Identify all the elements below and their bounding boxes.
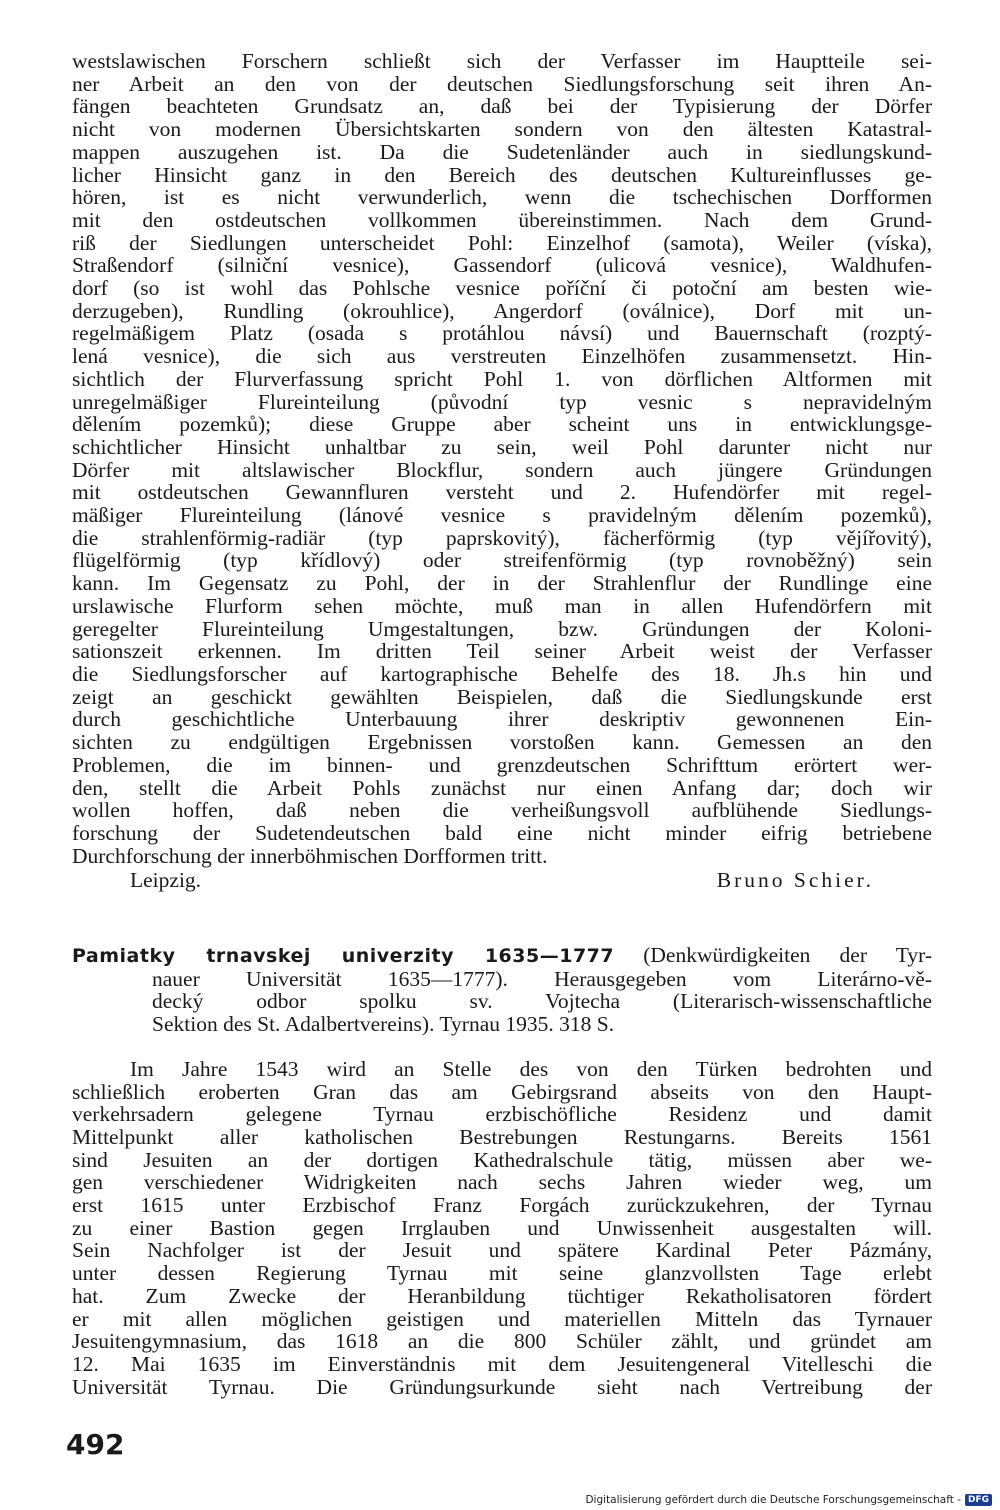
review-body-section-2 xyxy=(72,1058,932,1399)
dfg-logo: DFG xyxy=(965,1494,992,1506)
text-line: verkehrsadern gelegene Tyrnau erzbischöfliche Residenz und damit xyxy=(72,1102,932,1127)
footer-credit xyxy=(585,1494,992,1506)
review-bibliographic-lines xyxy=(72,968,932,1036)
text-line: schichtlicher Hinsicht unhaltbar zu sein, weil Pohl darunter nicht nur xyxy=(72,434,932,459)
text-line: unter dessen Regierung Tyrnau mit seine glanzvollsten Tage erlebt xyxy=(72,1261,932,1286)
text-line: regelmäßigem Platz (osada s protáhlou návsí) und Bauernschaft (rozptý- xyxy=(72,321,932,346)
text-line: er mit allen möglichen geistigen und materiellen Mitteln das Tyrnauer xyxy=(72,1306,932,1331)
text-line: hat. Zum Zwecke der Heranbildung tüchtiger Rekatholisatoren fördert xyxy=(72,1283,932,1308)
text-line: Problemen, die im binnen- und grenzdeutschen Schrifttum erörtert wer- xyxy=(72,752,932,777)
text-line: zeigt an geschickt gewählten Beispielen, daß die Siedlungskunde erst xyxy=(72,684,932,709)
text-line: die Siedlungsforscher auf kartographische Behelfe des 18. Jh.s hin und xyxy=(72,661,932,686)
text-line: flügelförmig (typ křídlový) oder streifenförmig (typ rovnoběžný) sein xyxy=(72,548,932,573)
text-line: Mittelpunkt aller katholischen Bestrebungen Restungarns. Bereits 1561 xyxy=(72,1124,932,1149)
text-line: geregelter Flureinteilung Umgestaltungen, bzw. Gründungen der Koloni- xyxy=(72,616,932,641)
text-line: die strahlenförmig-radiär (typ paprskovitý), fächerförmig (typ vějířovitý), xyxy=(72,525,932,550)
text-line: den, stellt die Arbeit Pohls zunächst nur einen Anfang dar; doch wir xyxy=(72,775,932,800)
text-line: Dörfer mit altslawischer Blockflur, sondern auch jüngere Gründungen xyxy=(72,457,932,482)
text-line: mit ostdeutschen Gewannfluren versteht und 2. Hufendörfer mit regel- xyxy=(72,480,932,505)
text-line: Sektion des St. Adalbertvereins). Tyrnau 1935. 318 S. xyxy=(152,1012,615,1037)
review-title-rest: (Denkwürdigkeiten der Tyr- xyxy=(614,943,932,968)
text-line: Straßendorf (silniční vesnice), Gassendorf (ulicová vesnice), Waldhufen- xyxy=(72,253,932,278)
text-line: sationszeit erkennen. Im dritten Teil seiner Arbeit weist der Verfasser xyxy=(72,639,932,664)
text-line: gen verschiedener Widrigkeiten nach sechs Jahren wieder weg, um xyxy=(72,1170,932,1195)
signature-line xyxy=(72,869,932,892)
text-line: urslawische Flurform sehen möchte, muß man in allen Hufendörfern mit xyxy=(72,593,932,618)
text-line: dělením pozemků); diese Gruppe aber scheint uns in entwicklungsge- xyxy=(72,412,932,437)
page-number: 492 xyxy=(66,1428,125,1461)
text-line: Durchforschung der innerböhmischen Dorfformen tritt. xyxy=(72,843,548,868)
text-line: ner Arbeit an den von der deutschen Siedlungsforschung seit ihren An- xyxy=(72,71,932,96)
text-line: forschung der Sudetendeutschen bald eine nicht minder eifrig betriebene xyxy=(72,820,932,845)
text-line: fängen beachteten Grundsatz an, daß bei der Typisierung der Dörfer xyxy=(72,94,932,119)
text-line: Im Jahre 1543 wird an Stelle des von den Türken bedrohten und xyxy=(130,1056,932,1081)
text-line: nicht von modernen Übersichtskarten sondern von den ältesten Katastral- xyxy=(72,117,932,142)
text-line: licher Hinsicht ganz in den Bereich des deutschen Kultureinflusses ge- xyxy=(72,162,932,187)
text-line: erst 1615 unter Erzbischof Franz Forgách zurückzukehren, der Tyrnau xyxy=(72,1193,932,1218)
text-line: durch geschichtliche Unterbauung ihrer deskriptiv gewonnenen Ein- xyxy=(72,707,932,732)
text-line: sichtlich der Flurverfassung spricht Pohl 1. von dörflichen Altformen mit xyxy=(72,366,932,391)
review-title-line xyxy=(72,944,932,968)
footer-text: Digitalisierung gefördert durch die Deutsche Forschungsgemeinschaft - xyxy=(585,1494,961,1506)
text-line: dorf (so ist wohl das Pohlsche vesnice poříční či potoční am besten wie- xyxy=(72,276,932,301)
text-line: schließlich eroberten Gran das am Gebirgsrand abseits von den Haupt- xyxy=(72,1079,932,1104)
text-line: zu einer Bastion gegen Irrglauben und Unwissenheit ausgestalten will. xyxy=(72,1215,932,1240)
text-line: nauer Universität 1635—1777). Herausgegeben vom Literárno-vě- xyxy=(152,966,932,991)
text-line: Jesuitengymnasium, das 1618 an die 800 Schüler zählt, und gründet am xyxy=(72,1329,932,1354)
text-line: lená vesnice), die sich aus verstreuten Einzelhöfen zusammensetzt. Hin- xyxy=(72,344,932,369)
text-line: sichten zu endgültigen Ergebnissen vorstoßen kann. Gemessen an den xyxy=(72,730,932,755)
signature-place: Leipzig. xyxy=(130,868,202,893)
text-line: mappen auszugehen ist. Da die Sudetenländer auch in siedlungskund- xyxy=(72,139,932,164)
text-line: kann. Im Gegensatz zu Pohl, der in der Strahlenflur der Rundlinge eine xyxy=(72,571,932,596)
text-line: Sein Nachfolger ist der Jesuit und spätere Kardinal Peter Pázmány, xyxy=(72,1238,932,1263)
review-body-section-1 xyxy=(72,50,932,867)
text-line: hören, ist es nicht verwunderlich, wenn die tschechischen Dorfformen xyxy=(72,185,932,210)
signature-author: Bruno Schier. xyxy=(716,868,874,893)
text-line: mäßiger Flureinteilung (lánové vesnice s pravidelným dělením pozemků), xyxy=(72,503,932,528)
review-title: Pamiatky trnavskej univerzity 1635—1777 xyxy=(72,945,615,968)
text-line: wollen hoffen, daß neben die verheißungsvoll aufblühende Siedlungs- xyxy=(72,798,932,823)
text-line: unregelmäßiger Flureinteilung (původní typ vesnic s nepravidelným xyxy=(72,389,932,414)
text-line: sind Jesuiten an der dortigen Kathedralschule tätig, müssen aber we- xyxy=(72,1147,932,1172)
text-line: westslawischen Forschern schließt sich der Verfasser im Hauptteile sei- xyxy=(72,49,932,73)
text-line: 12. Mai 1635 im Einverständnis mit dem Jesuitengeneral Vitelleschi die xyxy=(72,1351,932,1376)
page-content xyxy=(72,50,932,1398)
text-line: mit den ostdeutschen vollkommen übereinstimmen. Nach dem Grund- xyxy=(72,207,932,232)
text-line: riß der Siedlungen unterscheidet Pohl: Einzelhof (samota), Weiler (víska), xyxy=(72,230,932,255)
text-line: derzugeben), Rundling (okrouhlice), Angerdorf (oválnice), Dorf mit un- xyxy=(72,298,932,323)
review-heading xyxy=(72,944,932,1036)
text-line: Universität Tyrnau. Die Gründungsurkunde sieht nach Vertreibung der xyxy=(72,1374,932,1399)
text-line: decký odbor spolku sv. Vojtecha (Literarisch-wissenschaftliche xyxy=(152,989,932,1014)
